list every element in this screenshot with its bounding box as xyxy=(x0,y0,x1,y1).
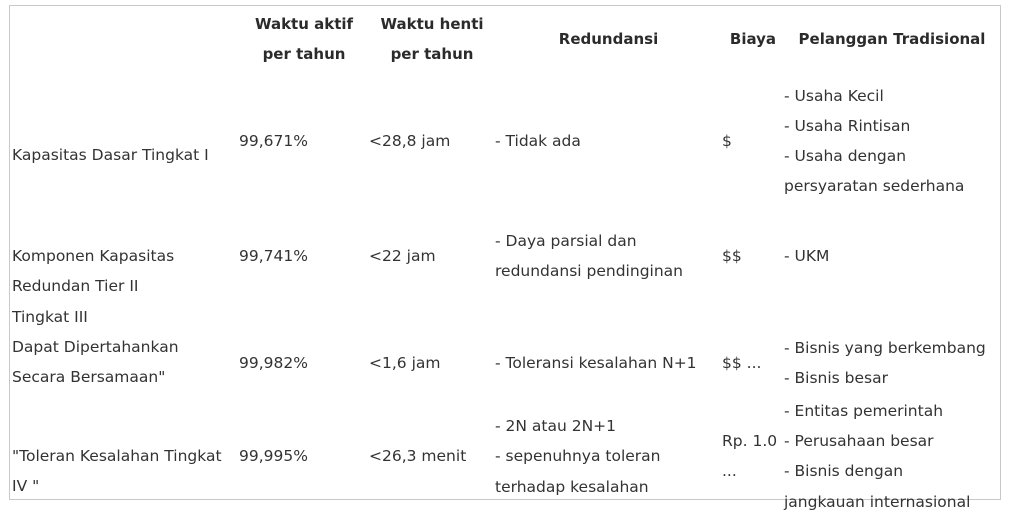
customer-line: - Bisnis besar xyxy=(784,369,888,387)
header-tier xyxy=(10,6,239,72)
uptime-cell: 99,982% xyxy=(239,353,308,372)
redundancy-cell xyxy=(495,302,722,396)
cost-line: $$ ... xyxy=(722,353,762,372)
uptime-cell: 99,671% xyxy=(239,131,308,150)
table-row xyxy=(10,72,1000,210)
downtime-cell: <28,8 jam xyxy=(369,131,451,150)
tier-cell xyxy=(10,302,239,396)
tier-line: Dapat Dipertahankan xyxy=(12,338,179,357)
tier-line: Kapasitas Dasar Tingkat I xyxy=(12,145,209,164)
uptime-cell: 99,741% xyxy=(239,246,308,265)
header-cost: Biaya xyxy=(729,30,777,48)
customers-cell xyxy=(784,302,1000,396)
cost-line: Rp. 1.0 xyxy=(722,432,778,451)
tier-line: Redundan Tier II xyxy=(12,277,139,295)
customers-cell xyxy=(784,72,1000,210)
customer-line: - Bisnis dengan xyxy=(784,462,904,481)
cost-cell xyxy=(722,396,784,517)
customer-line: - Bisnis yang berkembang xyxy=(784,338,986,357)
customer-line: persyaratan sederhana xyxy=(784,177,965,196)
table-row xyxy=(10,396,1000,517)
redundancy-cell xyxy=(495,72,722,210)
uptime-cell: 99,995% xyxy=(239,447,308,466)
cost-cell xyxy=(722,302,784,396)
header-downtime-line: Waktu henti xyxy=(380,15,484,33)
customer-line: - Usaha Kecil xyxy=(784,86,884,105)
customer-line: - Usaha dengan xyxy=(784,147,907,165)
redundancy-line: - Daya parsial dan xyxy=(495,231,637,250)
data-center-tier-table xyxy=(10,6,1000,517)
redundancy-cell xyxy=(495,210,722,302)
downtime-cell: <26,3 menit xyxy=(369,447,467,466)
customer-line: - Usaha Rintisan xyxy=(784,116,911,135)
redundancy-line: - 2N atau 2N+1 xyxy=(495,417,617,436)
cost-line: $$ xyxy=(722,246,742,265)
header-row xyxy=(10,6,1000,72)
cost-cell xyxy=(722,72,784,210)
tier-cell xyxy=(10,210,239,302)
tier-cell xyxy=(10,72,239,210)
customer-line: - Entitas pemerintah xyxy=(784,402,944,420)
tier-cell xyxy=(10,396,239,517)
downtime-cell: <22 jam xyxy=(369,246,436,265)
cost-line: ... xyxy=(722,462,737,481)
customer-line: jangkauan internasional xyxy=(784,492,971,511)
tier-line: "Toleran Kesalahan Tingkat xyxy=(12,447,222,466)
redundancy-cell xyxy=(495,396,722,517)
redundancy-line: terhadap kesalahan xyxy=(495,477,649,496)
cost-cell xyxy=(722,210,784,302)
customer-line: - Perusahaan besar xyxy=(784,432,934,451)
redundancy-line: - Tidak ada xyxy=(495,131,581,150)
table-row xyxy=(10,210,1000,302)
header-downtime-line: per tahun xyxy=(390,45,474,63)
tier-line: Tingkat III xyxy=(12,308,88,326)
header-redundancy: Redundansi xyxy=(558,30,659,48)
header-uptime-line: per tahun xyxy=(262,45,346,63)
customer-line: - UKM xyxy=(784,246,830,265)
tier-line: Secara Bersamaan" xyxy=(12,368,166,387)
redundancy-line: redundansi pendinginan xyxy=(495,262,683,280)
tier-line: IV " xyxy=(12,477,40,496)
tier-line: Komponen Kapasitas xyxy=(12,246,175,265)
table-row xyxy=(10,302,1000,396)
cost-line: $ xyxy=(722,131,732,150)
customers-cell xyxy=(784,210,1000,302)
header-uptime xyxy=(239,6,369,72)
redundancy-line: - Toleransi kesalahan N+1 xyxy=(495,353,697,372)
header-customers: Pelanggan Tradisional xyxy=(798,30,986,48)
header-uptime-line: Waktu aktif xyxy=(254,15,354,33)
redundancy-line: - sepenuhnya toleran xyxy=(495,447,661,466)
downtime-cell: <1,6 jam xyxy=(369,353,441,372)
customers-cell xyxy=(784,396,1000,517)
header-downtime xyxy=(369,6,495,72)
